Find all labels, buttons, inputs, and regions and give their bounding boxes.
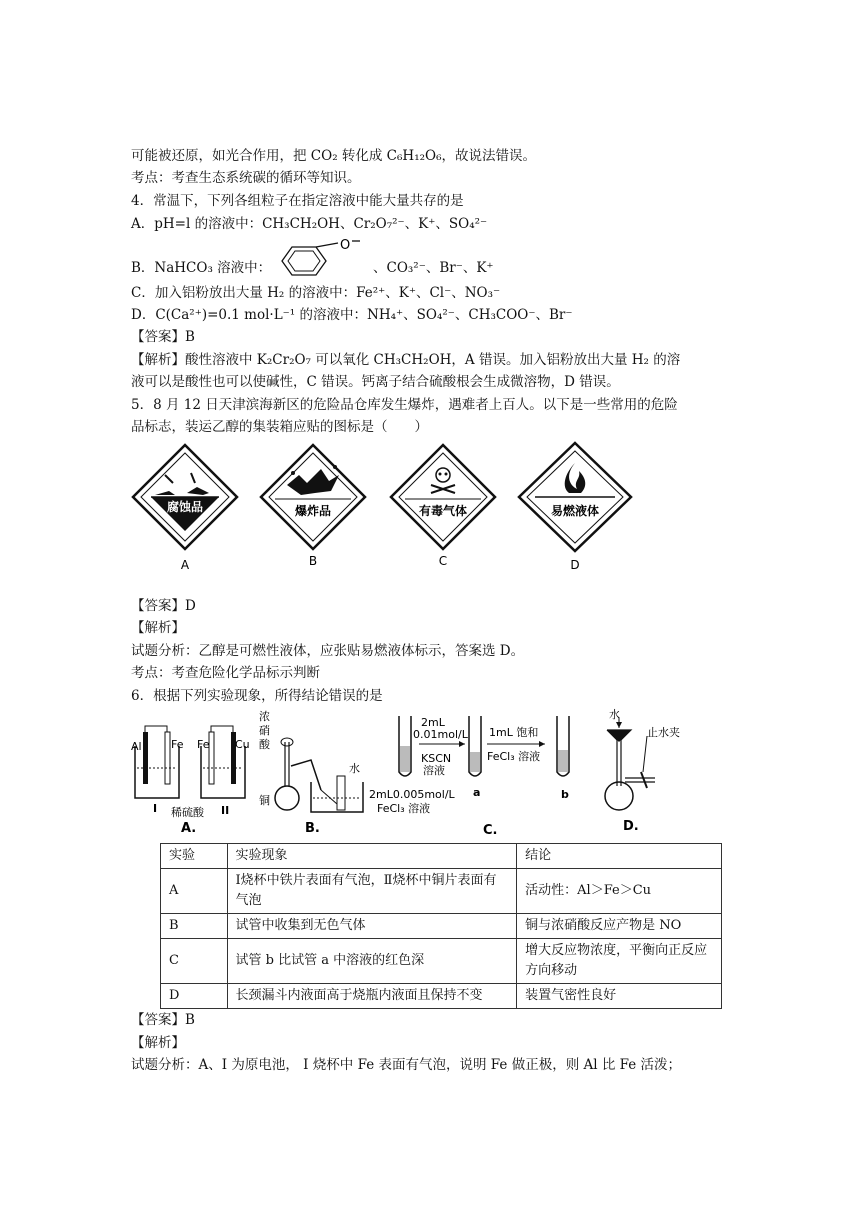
table-row [161,984,722,1009]
svg-text:O: O [340,239,351,253]
label-fecl3-conc: 2mL0.005mol/L [369,788,455,801]
analysis-label: 【解析】 [131,620,185,636]
answer-label: 【答案】B [131,1012,195,1028]
answer-label: 【答案】B [131,329,195,345]
label-c: C. [483,823,498,838]
table-header-cell: 实验现象 [227,844,517,869]
option-a: A．pH=l 的溶液中：CH₃CH₂OH、Cr₂O₇²⁻、K⁺、SO₄²⁻ [131,216,488,232]
knowledge-point: 考点：考查危险化学品标示判断 [131,665,320,681]
label-water: 水 [349,762,360,775]
label-fecl3-solution: FeCl₃ 溶液 [377,802,431,815]
analysis-text: 【解析】酸性溶液中 K₂Cr₂O₇ 可以氧化 CH₃CH₂OH，A 错误。加入铝粉放出大量 H₂ 的溶 [131,352,681,368]
label-tube-a: a [473,786,481,799]
table-cell: 活动性：Al＞Fe＞Cu [517,869,722,914]
label-fe: Fe [171,738,184,751]
analysis-text: 液可以是酸性也可以使碱性，C 错误。钙离子结合硫酸根会生成微溶物，D 错误。 [131,374,620,390]
text-line: 考点：考查生态系统碳的循环等知识。 [131,170,361,186]
label-tube-b: b [561,788,569,801]
table-cell: 增大反应物浓度，平衡向正反应方向移动 [517,939,722,984]
option-c: C．加入铝粉放出大量 H₂ 的溶液中：Fe²⁺、K⁺、Cl⁻、NO₃⁻ [131,285,501,301]
hazard-letter: B [308,554,318,568]
question-5: 5．8 月 12 日天津滨海新区的危险品仓库发生爆炸，遇难者上百人。以下是一些常用的危险 [131,397,678,413]
table-cell: C [161,939,228,984]
label-beaker-i: I [153,802,158,815]
label-al: Al [131,740,142,753]
label-fe: Fe [197,738,210,751]
question-5-cont: 品标志，装运乙醇的集装箱应贴的图标是（ ） [131,419,428,435]
hazard-label: 有毒气体 [418,504,468,518]
hazard-letter: D [570,558,580,572]
analysis-text: 试题分析：乙醇是可燃性液体，应张贴易燃液体标示，答案选 D。 [131,643,525,659]
option-b-ions: 、CO₃²⁻、Br⁻、K⁺ [373,260,494,276]
beaker-setup [135,726,245,798]
phenoxide-structure-icon [268,239,372,279]
table-row [161,869,722,914]
label-fecl3: FeCl₃ 溶液 [487,750,541,763]
answer-label: 【答案】D [131,598,196,614]
explosive-sign [261,445,365,549]
label-conc: 浓 [259,710,270,723]
hazard-signs-figure [125,435,655,575]
label-cu: Cu [235,738,250,751]
label-clamp: 止水夹 [647,726,680,739]
label-conc: 硝 [259,724,270,737]
text-line: 可能被还原，如光合作用，把 CO₂ 转化成 C₆H₁₂O₆，故说法错误。 [131,148,536,164]
label-conc: 酸 [259,738,270,751]
label-dilute-acid: 稀硫酸 [171,806,204,819]
table-cell: 铜与浓硝酸反应产物是 NO [517,914,722,939]
label-beaker-ii: II [221,804,230,817]
experiment-apparatus-figure [125,706,685,840]
label-2ml: 2mL [421,716,445,729]
hazard-label: 腐蚀品 [166,500,204,514]
label-kscn: 溶液 [423,764,445,777]
corrosive-sign [133,445,237,549]
table-header-row [161,844,722,869]
hazard-label: 爆炸品 [294,504,332,518]
table-cell: B [161,914,228,939]
toxic-gas-sign [391,445,495,549]
table-row [161,914,722,939]
question-4: 4．常温下，下列各组粒子在指定溶液中能大量共存的是 [131,193,464,209]
label-kscn: KSCN [421,752,452,765]
table-cell: Ⅰ烧杯中铁片表面有气泡，Ⅱ烧杯中铜片表面有气泡 [227,869,517,914]
table-cell: D [161,984,228,1009]
label-d: D. [623,819,639,834]
table-cell: A [161,869,228,914]
table-cell: 装置气密性良好 [517,984,722,1009]
table-cell: 试管中收集到无色气体 [227,914,517,939]
label-b: B. [305,821,320,836]
label-water: 水 [609,708,620,721]
analysis-label: 【解析】 [131,1035,185,1051]
option-d: D．C(Ca²⁺)=0.1 mol·L⁻¹ 的溶液中：NH₄⁺、SO₄²⁻、CH₃COO⁻、Br⁻ [131,307,573,323]
label-copper: 铜 [259,794,270,807]
question-6: 6．根据下列实验现象，所得结论错误的是 [131,688,383,704]
hazard-label: 易燃液体 [550,504,600,518]
table-cell: 试管 b 比试管 a 中溶液的红色深 [227,939,517,984]
label-conc-kscn: 0.01mol/L [413,728,468,741]
analysis-text: 试题分析：A、I 为原电池， I 烧杯中 Fe 表面有气泡，说明 Fe 做正极，则 Al 比 Fe 活泼； [131,1057,682,1073]
table-header-cell: 结论 [517,844,722,869]
table-header-cell: 实验 [161,844,228,869]
hazard-letter: A [180,558,190,572]
experiment-table [160,843,722,1009]
flammable-liquid-sign [519,443,631,551]
label-a: A. [181,821,197,836]
flask-setup [275,738,363,812]
hazard-letter: C [438,554,448,568]
label-1ml: 1mL 饱和 [489,726,539,739]
option-b: B．NaHCO₃ 溶液中： [131,260,272,276]
table-cell: 长颈漏斗内液面高于烧瓶内液面且保持不变 [227,984,517,1009]
table-row [161,939,722,984]
